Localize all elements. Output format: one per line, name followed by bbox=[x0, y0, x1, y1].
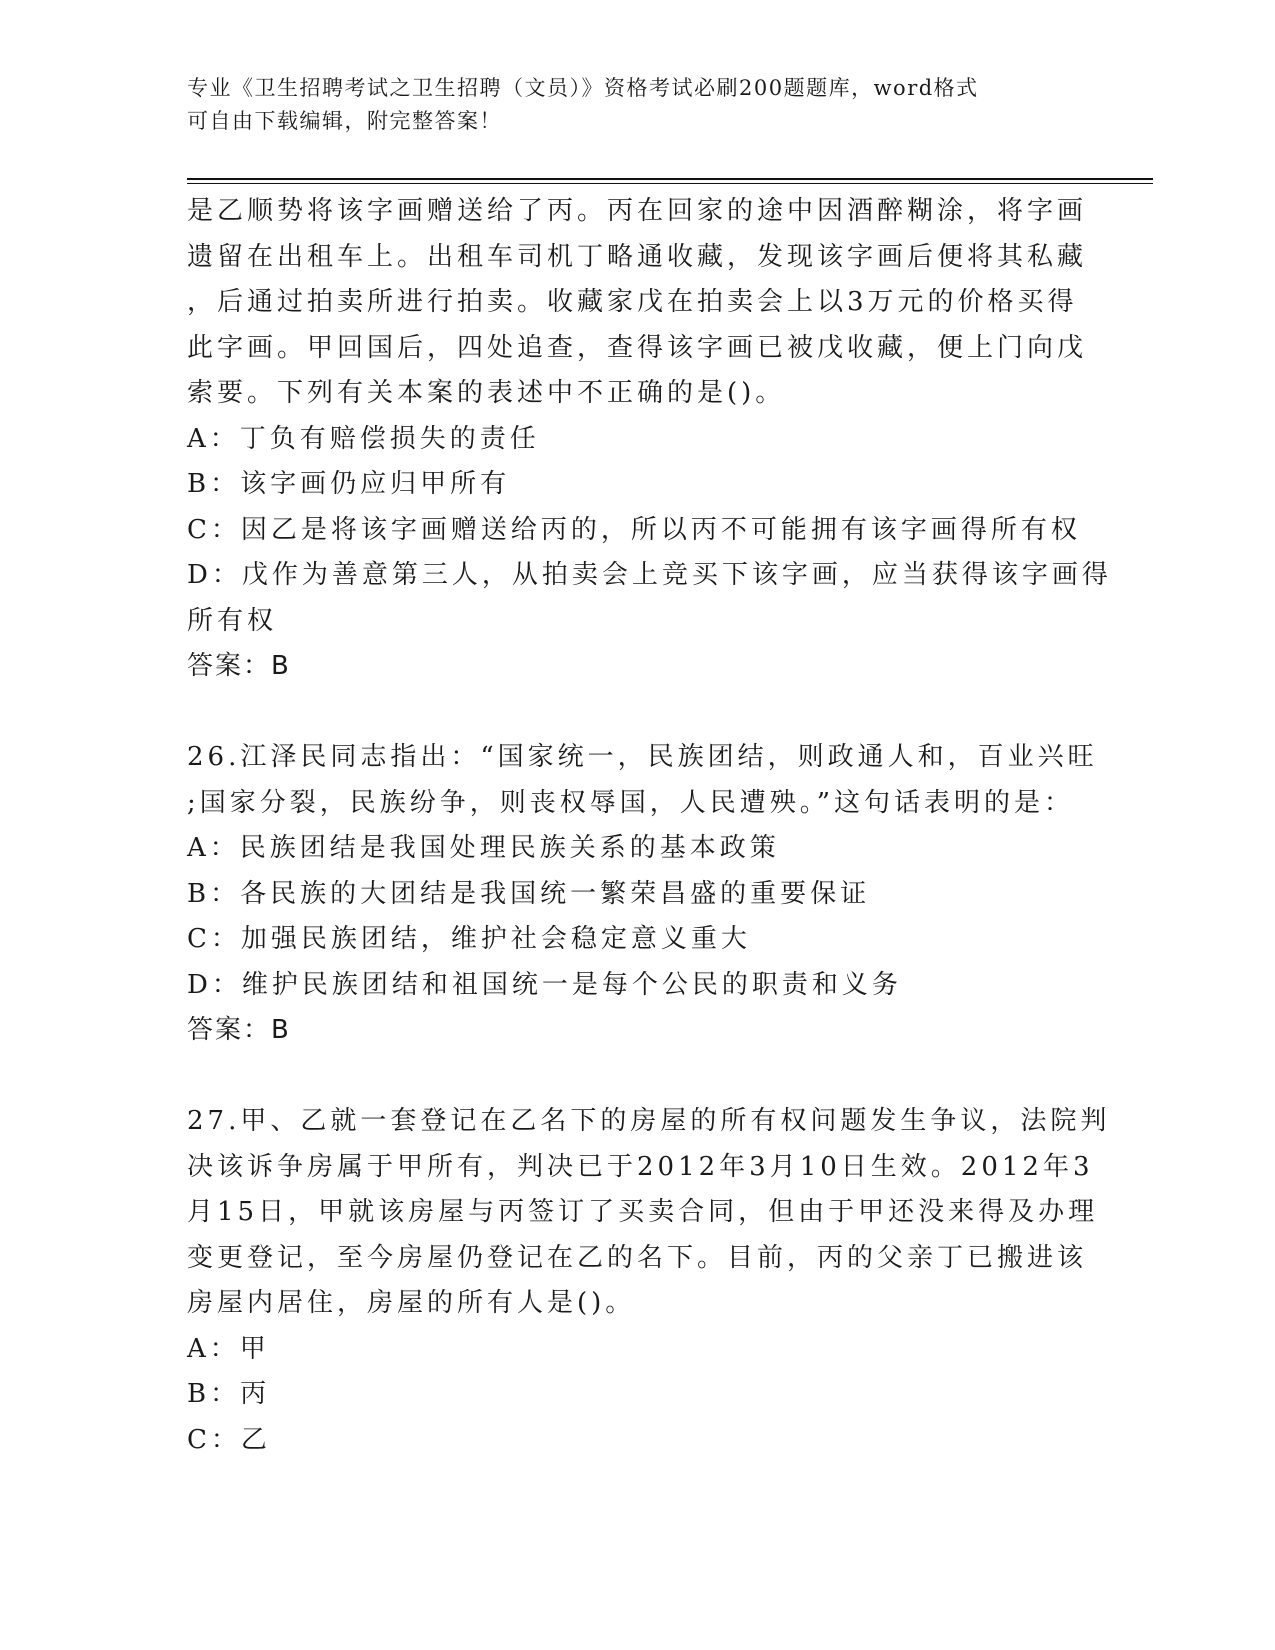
question-25 bbox=[187, 189, 1112, 690]
option-d: D：戊作为善意第三人，从拍卖会上竞买下该字画，应当获得该字画得 bbox=[187, 560, 1112, 590]
question-stem-line: 是乙顺势将该字画赠送给了丙。丙在回家的途中因酒醉糊涂，将字画 bbox=[187, 196, 1088, 226]
option-d-continued: 所有权 bbox=[187, 605, 278, 636]
question-stem-line: ，后通过拍卖所进行拍卖。收藏家戊在拍卖会上以3万元的价格买得 bbox=[187, 287, 1078, 317]
question-stem-line: 月15日，甲就该房屋与丙签订了买卖合同，但由于甲还没来得及办理 bbox=[187, 1197, 1099, 1227]
option-c: C：乙 bbox=[187, 1424, 271, 1455]
option-a: A：民族团结是我国处理民族关系的基本政策 bbox=[187, 833, 780, 863]
header-line-1: 专业《卫生招聘考试之卫生招聘（文员）》资格考试必刷200题题库，word格式 bbox=[187, 76, 979, 100]
question-stem-line: 26.江泽民同志指出：“国家统一，民族团结，则政通人和，百业兴旺 bbox=[187, 742, 1098, 772]
header-rule-thick bbox=[187, 178, 1153, 180]
question-stem-line: 此字画。甲回国后，四处追查，查得该字画已被戊收藏，便上门向戊 bbox=[187, 332, 1088, 363]
page-header bbox=[187, 72, 1087, 138]
question-stem-line: 索要。下列有关本案的表述中不正确的是()。 bbox=[187, 378, 786, 408]
option-a: A：丁负有赔偿损失的责任 bbox=[187, 423, 540, 454]
question-stem-line: ;国家分裂，民族纷争，则丧权辱国，人民遭殃。”这句话表明的是： bbox=[187, 787, 1075, 818]
header-line-2: 可自由下载编辑，附完整答案！ bbox=[187, 109, 502, 133]
header-rule-thin bbox=[187, 183, 1153, 184]
question-stem-line: 变更登记，至今房屋仍登记在乙的名下。目前，丙的父亲丁已搬进该 bbox=[187, 1242, 1088, 1273]
option-c: C：加强民族团结，维护社会稳定意义重大 bbox=[187, 924, 751, 954]
question-stem-line: 遗留在出租车上。出租车司机丁略通收藏，发现该字画后便将其私藏 bbox=[187, 241, 1088, 272]
question-stem-line: 决该诉争房属于甲所有，判决已于2012年3月10日生效。2012年3 bbox=[187, 1151, 1094, 1182]
answer-label: 答案：B bbox=[187, 651, 291, 681]
spacer bbox=[187, 1054, 1107, 1100]
option-a: A：甲 bbox=[187, 1333, 270, 1364]
option-c: C：因乙是将该字画赠送给丙的，所以丙不可能拥有该字画得所有权 bbox=[187, 514, 1081, 545]
spacer bbox=[187, 690, 1107, 736]
document-body bbox=[187, 189, 1112, 1463]
option-b: B：该字画仍应归甲所有 bbox=[187, 469, 511, 499]
option-b: B：丙 bbox=[187, 1379, 271, 1409]
question-stem-line: 房屋内居住，房屋的所有人是()。 bbox=[187, 1288, 636, 1318]
question-26 bbox=[187, 735, 1107, 1054]
question-27 bbox=[187, 1099, 1111, 1463]
option-b: B：各民族的大团结是我国统一繁荣昌盛的重要保证 bbox=[187, 878, 871, 909]
question-stem-line: 27.甲、乙就一套登记在乙名下的房屋的所有权问题发生争议，法院判 bbox=[187, 1106, 1111, 1136]
option-d: D：维护民族团结和祖国统一是每个公民的职责和义务 bbox=[187, 969, 902, 1000]
answer-label: 答案：B bbox=[187, 1015, 291, 1045]
